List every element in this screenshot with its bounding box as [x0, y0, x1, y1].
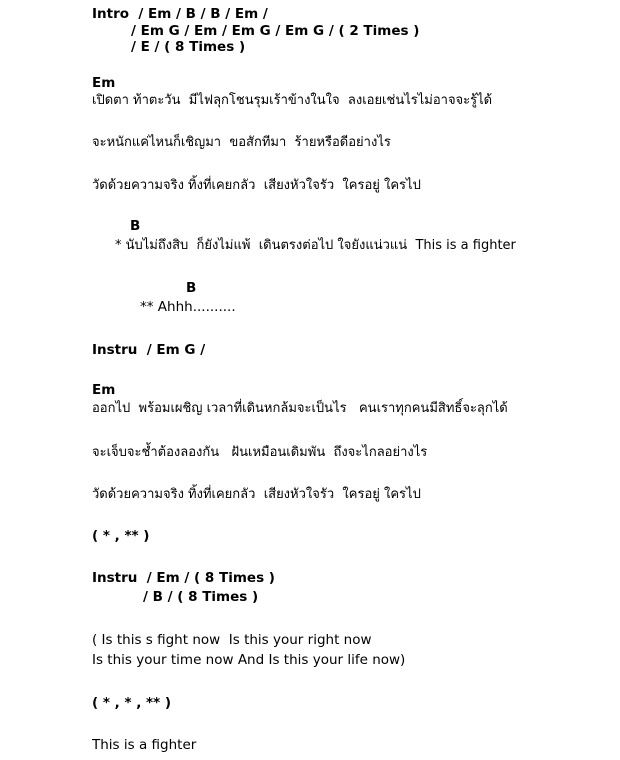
chorus-lyric: * นับไม่ถึงสิบ ก็ยังไม่แพ้ เดินตรงต่อไป ใจยังแน่วแน่ This is a fighter [115, 238, 516, 253]
intro-line-1: Intro / Em / B / B / Em / [92, 6, 268, 22]
hook-lyric: ** Ahhh.......... [140, 299, 236, 315]
verse2-lyric-2: จะเจ็บจะช้ำต้องลองกัน ฝันเหมือนเดิมพัน ถึงจะไกลอย่างไร [92, 445, 428, 460]
verse2-chord: Em [92, 382, 116, 398]
english-line-1: ( Is this s fight now Is this your right now [92, 632, 372, 648]
intro-line-2: / Em G / Em / Em G / Em G / ( 2 Times ) [131, 23, 420, 39]
repeat-marker-2: ( * , * , ** ) [92, 695, 172, 711]
verse1-lyric-3: วัดด้วยความจริง ทิ้งที่เคยกลัว เสียงหัวใจรัว ใครอยู่ ใครไป [92, 178, 421, 193]
repeat-marker-1: ( * , ** ) [92, 528, 150, 544]
instru-2-line-1: Instru / Em / ( 8 Times ) [92, 570, 275, 586]
english-line-2: Is this your time now And Is this your life now) [92, 652, 406, 668]
instru-2-line-2: / B / ( 8 Times ) [143, 589, 259, 605]
verse1-lyric-2: จะหนักแค่ไหนก็เชิญมา ขอสักทีมา ร้ายหรือดีอย่างไร [92, 135, 391, 150]
instru-1: Instru / Em G / [92, 342, 206, 358]
hook-chord: B [186, 280, 197, 296]
verse1-chord: Em [92, 75, 116, 91]
verse2-lyric-3: วัดด้วยความจริง ทิ้งที่เคยกลัว เสียงหัวใจรัว ใครอยู่ ใครไป [92, 487, 421, 502]
outro-line: This is a fighter [92, 737, 197, 753]
verse2-lyric-1: ออกไป พร้อมเผชิญ เวลาที่เดินหกล้มจะเป็นไร คนเราทุกคนมีสิทธิ์จะลุกได้ [92, 401, 508, 416]
verse1-lyric-1: เปิดตา ท้าตะวัน มีไฟลุกโชนรุมเร้าข้างในใจ ลงเอยเช่นไรไม่อาจจะรู้ได้ [92, 93, 493, 108]
chorus-chord: B [130, 218, 141, 234]
intro-line-3: / E / ( 8 Times ) [131, 39, 246, 55]
